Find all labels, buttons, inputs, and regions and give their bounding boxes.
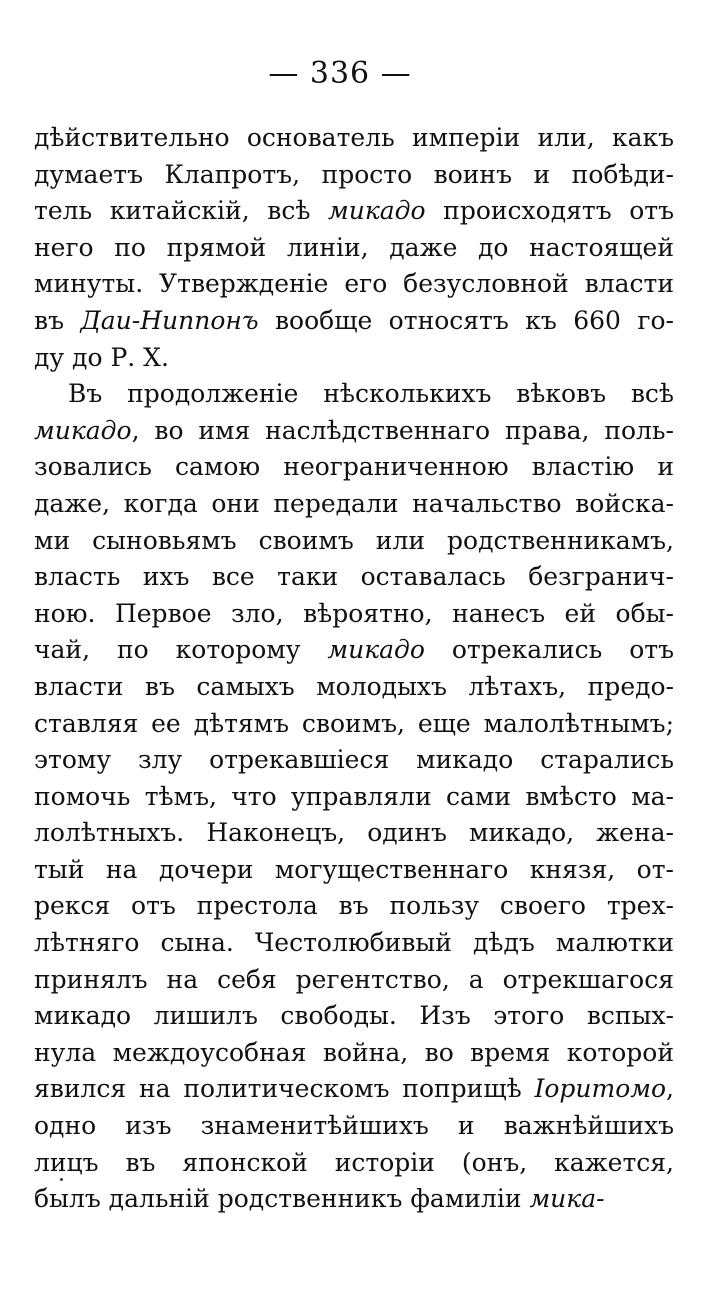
- text-line: [34, 523, 674, 560]
- text-line: [34, 157, 674, 194]
- text-line: [34, 303, 674, 340]
- text-run: него по прямой линіи, даже до настоящей: [34, 232, 674, 262]
- text-run: рекся отъ престола въ пользу своего трех-: [34, 891, 674, 921]
- text-line: [34, 413, 674, 450]
- text-line: [34, 120, 674, 157]
- text-run: тый на дочери могущественнаго князя, от-: [34, 854, 674, 884]
- text-run: даже, когда они передали начальство войска-: [34, 488, 674, 518]
- text-line: [34, 340, 674, 377]
- text-run: минуты. Утвержденіе его безусловной власти: [34, 269, 674, 299]
- text-line: [34, 1035, 674, 1072]
- text-run: отрекались отъ: [424, 635, 674, 665]
- italic-run: микадо: [327, 635, 425, 665]
- text-run: помочь тѣмъ, что управляли сами вмѣсто ма-: [34, 781, 674, 811]
- text-line: [34, 1181, 674, 1218]
- text-line: [34, 266, 674, 303]
- italic-run: Даи-Ниппонъ: [80, 305, 259, 335]
- text-run: былъ дальній родственникъ фамиліи: [34, 1184, 530, 1214]
- text-run: въ: [34, 305, 81, 335]
- text-line: [34, 449, 674, 486]
- text-line: [34, 962, 674, 999]
- text-run: одно изъ знаменитѣйшихъ и важнѣйшихъ: [34, 1111, 674, 1141]
- text-line: [34, 559, 674, 596]
- text-line: [34, 925, 674, 962]
- page-number: — 336 —: [268, 56, 412, 91]
- text-run: Въ продолженіе нѣсколькихъ вѣковъ всѣ: [68, 379, 674, 409]
- text-line: [34, 998, 674, 1035]
- text-run: микадо лишилъ свободы. Изъ этого вспых-: [34, 1001, 674, 1031]
- text-line: [34, 706, 674, 743]
- text-run: лолѣтныхъ. Наконецъ, одинъ микадо, жена-: [34, 818, 674, 848]
- text-run: принялъ на себя регентство, а отрекшагося: [34, 964, 674, 994]
- text-line: [34, 376, 674, 413]
- body-text: [34, 120, 674, 1218]
- text-line: [34, 888, 674, 925]
- text-run: дѣйствительно основатель имперіи или, какъ: [34, 123, 674, 152]
- text-line: [34, 193, 674, 230]
- text-run: ставляя ее дѣтямъ своимъ, еще малолѣтнымъ;: [34, 708, 674, 738]
- text-run: ми сыновьямъ своимъ или родственникамъ,: [34, 525, 674, 555]
- italic-run: Іоритомо: [534, 1074, 667, 1104]
- text-run: чай, по которому: [34, 635, 328, 665]
- text-run: происходятъ отъ: [425, 196, 674, 226]
- text-line: [34, 632, 674, 669]
- italic-run: микадо: [328, 196, 426, 226]
- text-run: ною. Первое зло, вѣроятно, нанесъ ей обы-: [34, 598, 674, 628]
- text-line: [34, 742, 674, 779]
- text-run: , во имя наслѣдственнаго права, поль-: [131, 415, 674, 445]
- text-run: власть ихъ все таки оставалась безгранич-: [34, 562, 674, 592]
- text-line: [34, 779, 674, 816]
- text-line: [34, 596, 674, 633]
- text-run: думаетъ Клапротъ, просто воинъ и побѣди-: [34, 159, 674, 189]
- text-run: вообще относятъ къ 660 го-: [258, 305, 674, 335]
- text-line: [34, 669, 674, 706]
- text-run: лѣтняго сына. Честолюбивый дѣдъ малютки: [34, 928, 674, 958]
- text-run: явился на политическомъ поприщѣ: [34, 1074, 535, 1104]
- text-run: тель китайскій, всѣ: [34, 196, 328, 226]
- text-line: [34, 1071, 674, 1108]
- text-line: [34, 230, 674, 267]
- text-run: лицъ въ японской исторіи (онъ, кажется,: [34, 1147, 674, 1177]
- text-line: [34, 486, 674, 523]
- ink-speck: [60, 1178, 63, 1181]
- text-run: этому злу отрекавшіеся микадо старались: [34, 745, 674, 775]
- text-line: [34, 1108, 674, 1145]
- text-line: [34, 1145, 674, 1182]
- text-line: [34, 852, 674, 889]
- italic-run: микадо: [34, 415, 132, 445]
- text-run: нула междоусобная война, во время которой: [34, 1037, 674, 1067]
- text-run: ,: [666, 1074, 674, 1104]
- italic-run: мика-: [529, 1184, 605, 1214]
- text-line: [34, 815, 674, 852]
- text-run: ду до Р. Х.: [34, 342, 169, 372]
- text-run: зовались самою неограниченною властію и: [34, 452, 674, 482]
- text-run: власти въ самыхъ молодыхъ лѣтахъ, предо-: [34, 671, 674, 701]
